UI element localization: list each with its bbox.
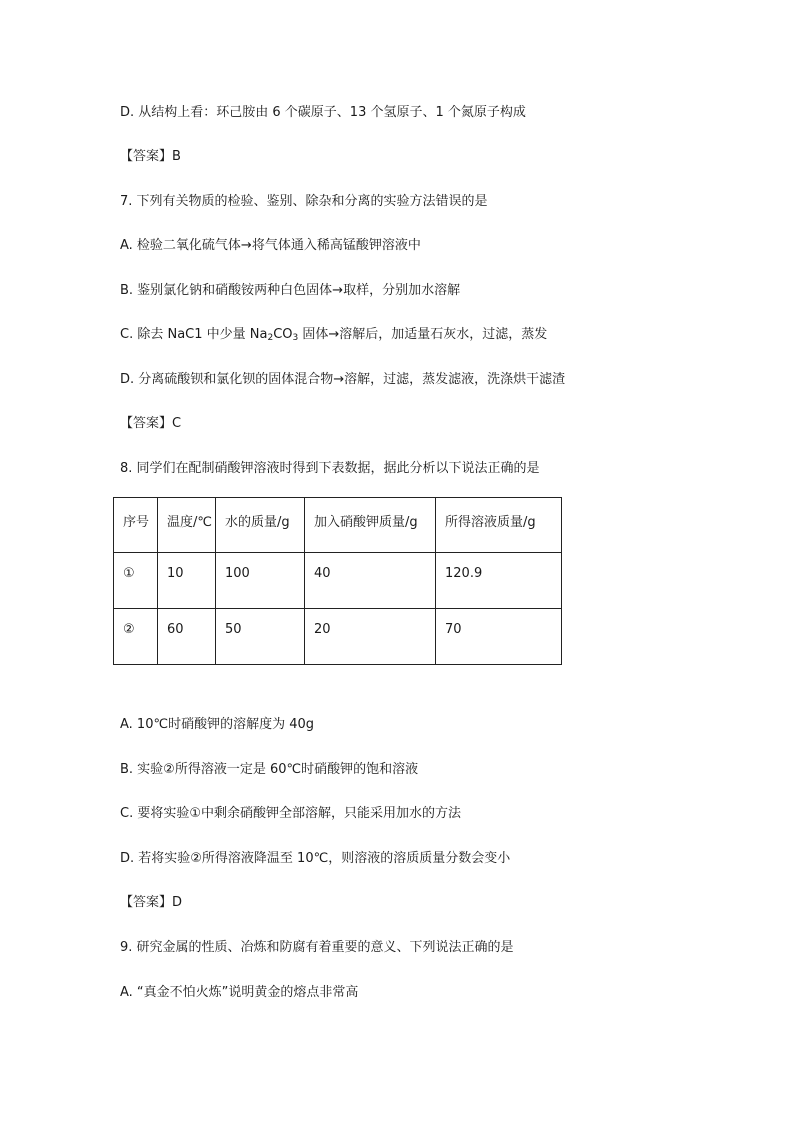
header-cell: 水的质量/g: [216, 498, 305, 553]
answer-label: 【答案】: [120, 895, 173, 910]
table-cell: 40: [305, 553, 436, 609]
table-header-row: [114, 498, 562, 553]
answer-value: C: [172, 416, 182, 431]
q8-option-b: B. 实验②所得溶液一定是 60℃时硝酸钾的饱和溶液: [120, 762, 419, 777]
q7-stem: 7. 下列有关物质的检验、鉴别、除杂和分离的实验方法错误的是: [120, 194, 488, 209]
answer-value: D: [172, 895, 183, 910]
q7-option-d: D. 分离硫酸钡和氯化钡的固体混合物→溶解，过滤，蒸发滤液，洗涤烘干滤渣: [120, 372, 566, 387]
table-cell: ①: [114, 553, 158, 609]
answer-value: B: [172, 149, 181, 164]
table-row: [114, 609, 562, 665]
table-cell: 100: [216, 553, 305, 609]
q8-answer: [120, 893, 182, 913]
q6-answer: [120, 147, 181, 167]
table-cell: 50: [216, 609, 305, 665]
q8-stem: 8. 同学们在配制硝酸钾溶液时得到下表数据，据此分析以下说法正确的是: [120, 461, 540, 476]
q8-option-d: D. 若将实验②所得溶液降温至 10℃，则溶液的溶质质量分数会变小: [120, 851, 511, 866]
q9-option-a: A. “真金不怕火炼”说明黄金的熔点非常高: [120, 985, 359, 1000]
table-cell: 120.9: [436, 553, 562, 609]
table-cell: 10: [158, 553, 216, 609]
table-cell: 20: [305, 609, 436, 665]
q7-option-b: B. 鉴别氯化钠和硝酸铵两种白色固体→取样，分别加水溶解: [120, 283, 461, 298]
header-cell: 所得溶液质量/g: [436, 498, 562, 553]
q7-option-a: A. 检验二氧化硫气体→将气体通入稀高锰酸钾溶液中: [120, 238, 421, 253]
subscript-3: 3: [292, 333, 299, 343]
q7-option-c: [120, 325, 547, 348]
q8-option-c: C. 要将实验①中剩余硝酸钾全部溶解，只能采用加水的方法: [120, 806, 461, 821]
q6-option-d: D. 从结构上看：环己胺由 6 个碳原子、13 个氢原子、1 个氮原子构成: [120, 105, 526, 120]
table-cell: 70: [436, 609, 562, 665]
table-cell: ②: [114, 609, 158, 665]
answer-label: 【答案】: [120, 416, 173, 431]
table-cell: 60: [158, 609, 216, 665]
q8-data-table: [113, 497, 562, 665]
option-c-suffix: 固体→溶解后，加适量石灰水，过滤，蒸发: [298, 327, 548, 342]
table-row: [114, 553, 562, 609]
header-cell: 温度/℃: [158, 498, 216, 553]
header-cell: 加入硝酸钾质量/g: [305, 498, 436, 553]
q8-option-a: A. 10℃时硝酸钾的溶解度为 40g: [120, 717, 314, 732]
option-c-mid: CO: [273, 327, 293, 342]
answer-label: 【答案】: [120, 149, 173, 164]
q7-answer: [120, 414, 181, 434]
header-cell: 序号: [114, 498, 158, 553]
option-c-prefix: C. 除去 NaC1 中少量 Na: [120, 327, 268, 342]
subscript-2: 2: [267, 333, 274, 343]
q9-stem: 9. 研究金属的性质、冶炼和防腐有着重要的意义、下列说法正确的是: [120, 940, 514, 955]
